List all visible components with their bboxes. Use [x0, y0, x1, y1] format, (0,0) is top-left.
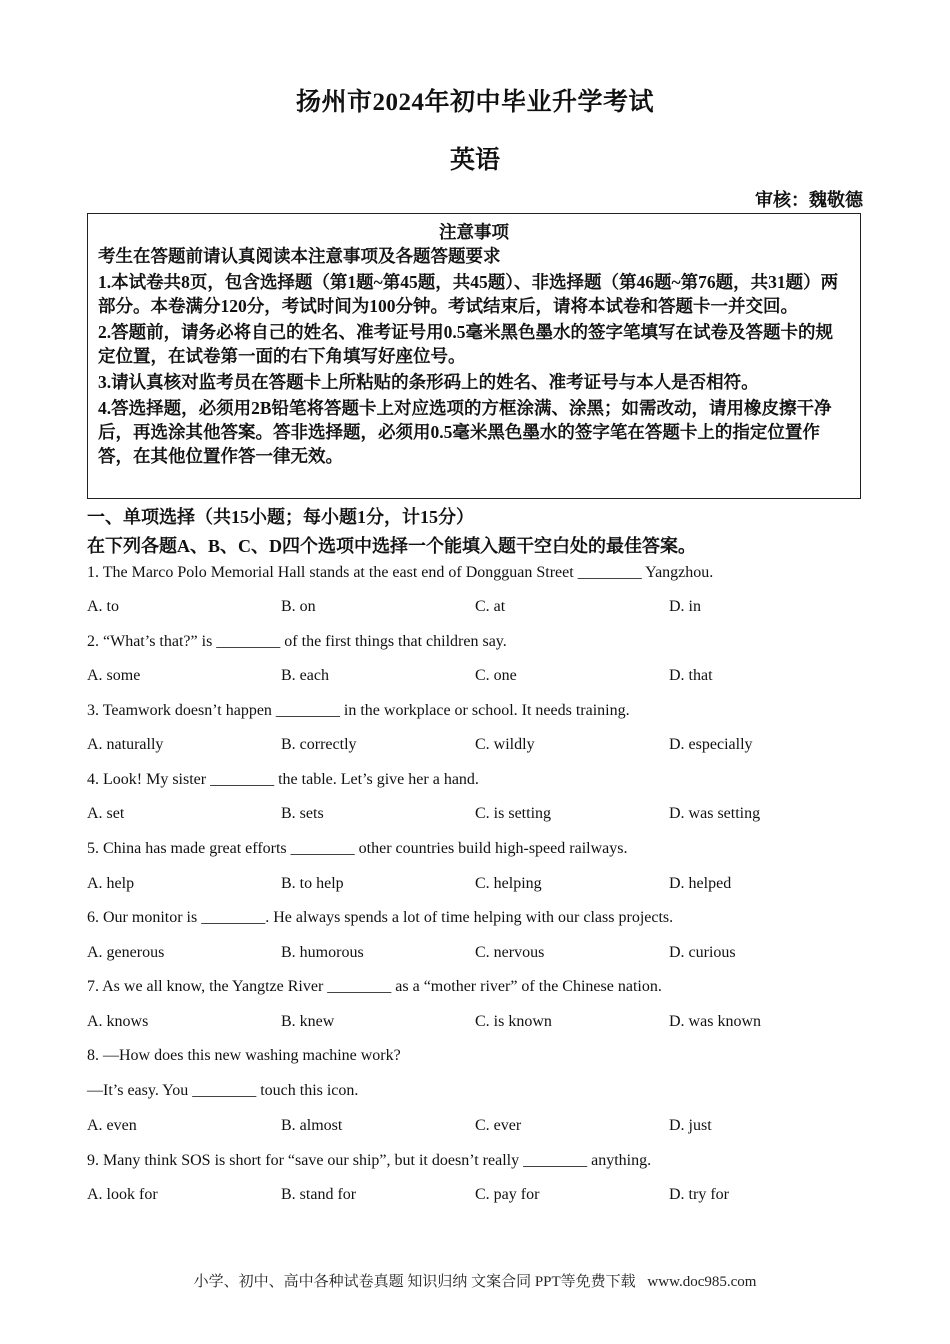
- option-d: D. especially: [669, 736, 753, 753]
- notice-intro: 考生在答题前请认真阅读本注意事项及各题答题要求: [98, 246, 501, 266]
- question-stem-reply: —It’s easy. You ________ touch this icon.: [87, 1082, 359, 1099]
- option-c: C. is setting: [475, 805, 552, 822]
- option-b: B. on: [281, 598, 316, 615]
- option-b: B. each: [281, 667, 329, 684]
- option-a: A. look for: [87, 1186, 158, 1203]
- option-a: A. even: [87, 1117, 137, 1134]
- option-d: D. helped: [669, 875, 732, 892]
- question-stem: 7. As we all know, the Yangtze River ________ as a “mother river” of the Chinese nation.: [87, 978, 662, 995]
- notice-title: 注意事项: [439, 222, 509, 242]
- question-stem: 4. Look! My sister ________ the table. Let’s give her a hand.: [87, 771, 479, 788]
- question-stem: 8. —How does this new washing machine work?: [87, 1047, 401, 1064]
- option-d: D. was setting: [669, 805, 761, 822]
- option-c: C. nervous: [475, 944, 545, 961]
- option-c: C. helping: [475, 875, 542, 892]
- option-a: A. some: [87, 667, 141, 684]
- option-a: A. knows: [87, 1013, 149, 1030]
- reviewer-label: 审核：魏敬德: [755, 190, 863, 210]
- option-a: A. naturally: [87, 736, 164, 753]
- option-c: C. wildly: [475, 736, 535, 753]
- footer-text: 小学、初中、高中各种试卷真题 知识归纳 文案合同 PPT等免费下载: [193, 1274, 636, 1290]
- page-footer: [0, 1270, 950, 1291]
- option-d: D. just: [669, 1117, 712, 1134]
- option-a: A. to: [87, 598, 119, 615]
- option-b: B. humorous: [281, 944, 364, 961]
- option-d: D. in: [669, 598, 701, 615]
- footer-link[interactable]: www.doc985.com: [647, 1274, 757, 1290]
- option-d: D. that: [669, 667, 713, 684]
- option-b: B. knew: [281, 1013, 335, 1030]
- option-b: B. correctly: [281, 736, 357, 753]
- notice-item-1: 1.本试卷共8页，包含选择题（第1题~第45题，共45题）、非选择题（第46题~第76题，共31题）两部分。本卷满分120分，考试时间为100分钟。考试结束后，请将本试卷和答题卡一并交回。: [98, 272, 839, 316]
- section-instruction: 在下列各题A、B、C、D四个选项中选择一个能填入题干空白处的最佳答案。: [87, 536, 696, 556]
- question-stem: 2. “What’s that?” is ________ of the first things that children say.: [87, 633, 507, 650]
- option-a: A. set: [87, 805, 125, 822]
- notice-item-2: 2.答题前，请务必将自己的姓名、准考证号用0.5毫米黑色墨水的签字笔填写在试卷及答题卡的规定位置，在试卷第一面的右下角填写好座位号。: [98, 322, 833, 366]
- option-b: B. stand for: [281, 1186, 357, 1203]
- notice-item-4: 4.答选择题，必须用2B铅笔将答题卡上对应选项的方框涂满、涂黑；如需改动，请用橡皮擦干净后，再选涂其他答案。答非选择题，必须用0.5毫米黑色墨水的签字笔在答题卡上的指定位置作答，在其他位置作答一律无效。: [98, 398, 832, 466]
- option-c: C. one: [475, 667, 517, 684]
- notice-item-3: 3.请认真核对监考员在答题卡上所粘贴的条形码上的姓名、准考证号与本人是否相符。: [98, 372, 759, 392]
- question-stem: 9. Many think SOS is short for “save our ship”, but it doesn’t really ________ anything.: [87, 1152, 652, 1169]
- option-d: D. curious: [669, 944, 736, 961]
- option-c: C. pay for: [475, 1186, 540, 1203]
- notice-box: [87, 213, 861, 499]
- section-heading: 一、单项选择（共15小题；每小题1分，计15分）: [87, 507, 474, 527]
- subject-title: 英语: [449, 147, 500, 174]
- option-c: C. at: [475, 598, 506, 615]
- option-d: D. try for: [669, 1186, 729, 1203]
- option-a: A. help: [87, 875, 135, 892]
- option-b: B. almost: [281, 1117, 343, 1134]
- option-b: B. to help: [281, 875, 344, 892]
- option-a: A. generous: [87, 944, 165, 961]
- option-b: B. sets: [281, 805, 324, 822]
- question-stem: 5. China has made great efforts ________ other countries build high-speed railways.: [87, 840, 628, 857]
- question-stem: 1. The Marco Polo Memorial Hall stands at the east end of Dongguan Street ________ Yangzhou.: [87, 564, 714, 581]
- option-c: C. is known: [475, 1013, 552, 1030]
- question-stem: 3. Teamwork doesn’t happen ________ in the workplace or school. It needs training.: [87, 702, 630, 719]
- option-c: C. ever: [475, 1117, 522, 1134]
- question-stem: 6. Our monitor is ________. He always spends a lot of time helping with our class projects.: [87, 909, 674, 926]
- exam-title: 扬州市2024年初中毕业升学考试: [295, 89, 654, 116]
- option-d: D. was known: [669, 1013, 761, 1030]
